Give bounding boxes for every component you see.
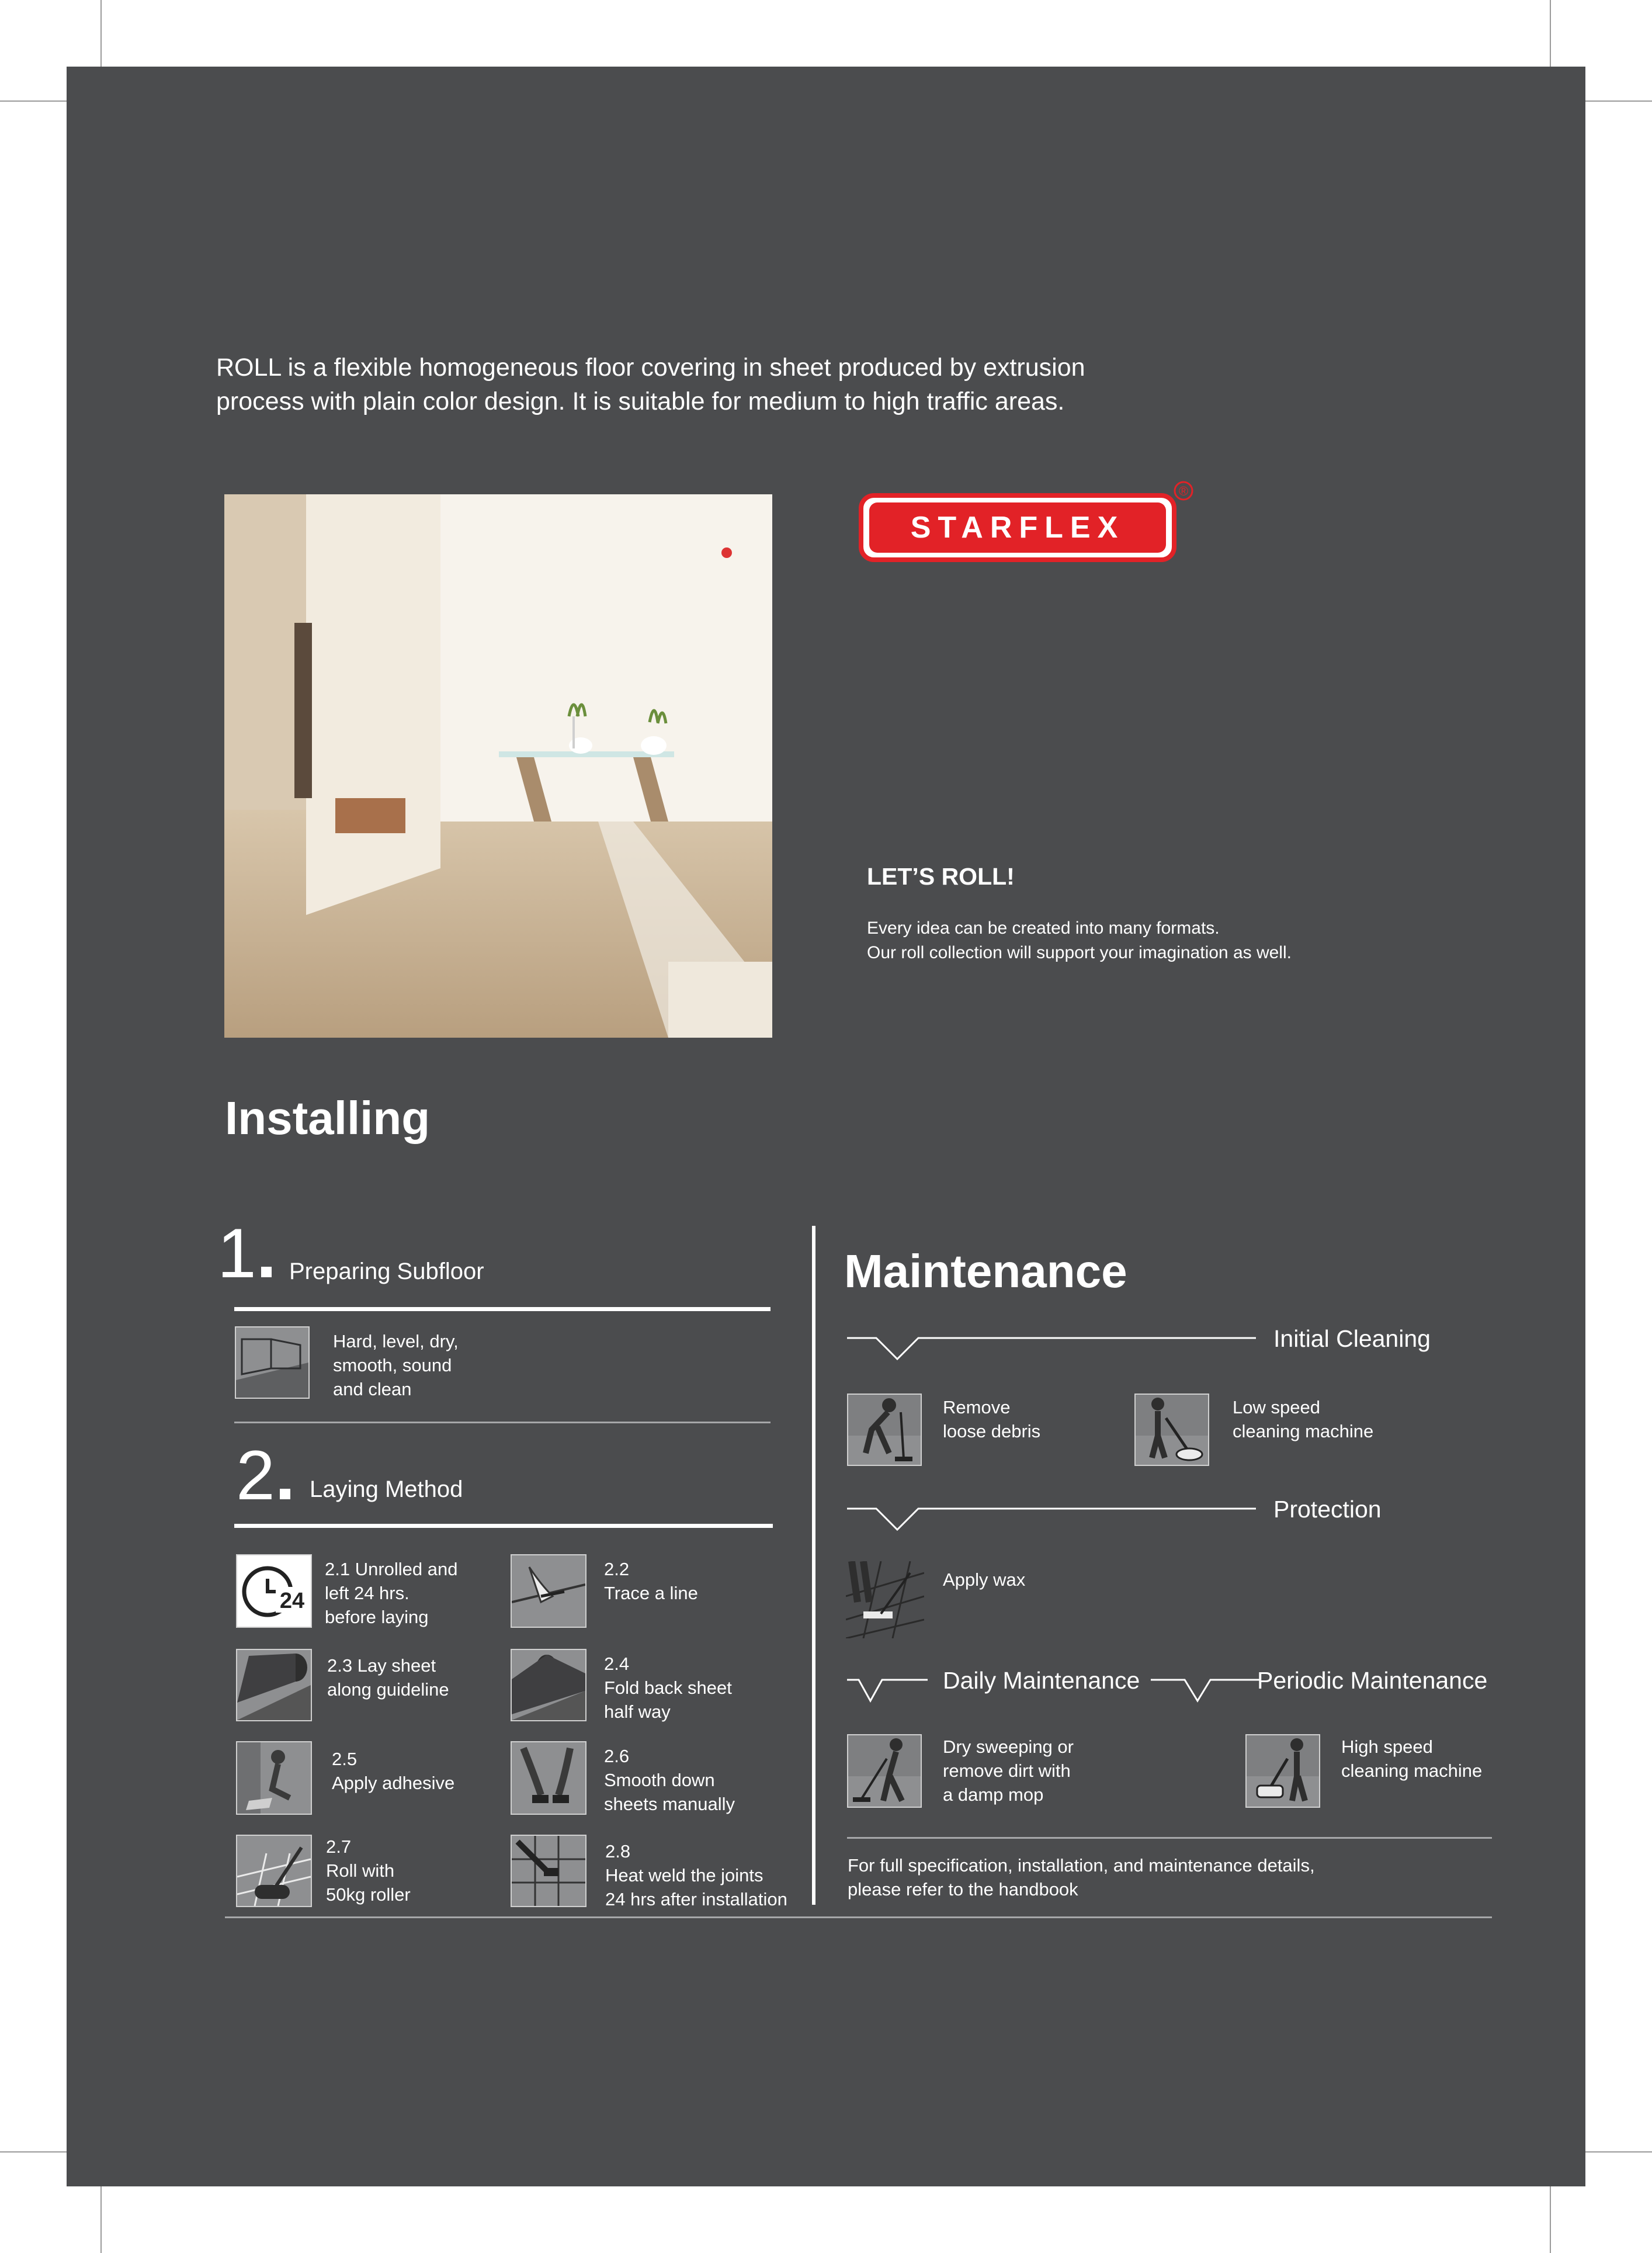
step1-title: Preparing Subfloor <box>289 1259 484 1284</box>
footnote: For full specification, installation, and maintenance details, please refer to the handbook <box>848 1855 1315 1900</box>
smooth-down-icon <box>511 1741 586 1815</box>
crop-mark <box>0 2151 67 2153</box>
adhesive-icon <box>236 1741 312 1815</box>
starflex-logo <box>859 479 1198 567</box>
sweeping-person-icon <box>847 1394 922 1466</box>
subfloor-corner-icon <box>235 1326 310 1399</box>
crop-mark <box>1585 100 1652 102</box>
maintenance-heading: Maintenance <box>844 1245 1127 1297</box>
step2-rule <box>234 1524 773 1528</box>
protection-title: Protection <box>1273 1496 1382 1523</box>
intro-paragraph: ROLL is a flexible homogeneous floor covering in sheet produced by extrusion process with plain color design. It is suitable for medium to high traffic areas. <box>216 353 1085 415</box>
step2-1-text: 2.1 Unrolled and left 24 hrs. before laying <box>325 1559 458 1627</box>
crop-mark <box>1550 0 1551 67</box>
logo-text: STARFLEX <box>910 511 1125 545</box>
high-speed-machine-icon <box>1245 1734 1320 1808</box>
lay-sheet-icon <box>236 1649 312 1721</box>
step2-8-text: 2.8 Heat weld the joints 24 hrs after installation <box>605 1841 787 1909</box>
step2-7-text: 2.7 Roll with 50kg roller <box>326 1836 411 1905</box>
roller-icon <box>236 1835 312 1907</box>
step1-number: 1 <box>217 1214 256 1292</box>
crop-mark <box>100 2186 102 2253</box>
mopping-person-icon <box>847 1734 922 1808</box>
crop-mark <box>100 0 102 67</box>
step1-dot <box>261 1267 272 1277</box>
fold-sheet-icon <box>511 1649 586 1721</box>
step2-6-text: 2.6 Smooth down sheets manually <box>604 1746 735 1814</box>
svg-text:®: ® <box>1178 484 1189 498</box>
interior-photo <box>224 494 772 1038</box>
lets-roll-title: LET’S ROLL! <box>867 863 1015 890</box>
step1-header <box>217 1214 272 1292</box>
daily-text: Dry sweeping or remove dirt with a damp mop <box>943 1736 1074 1805</box>
step2-header <box>236 1436 290 1514</box>
step1-text: Hard, level, dry, smooth, sound and clean <box>333 1331 459 1399</box>
step1-bottom-rule <box>234 1422 771 1423</box>
step2-dot <box>280 1489 290 1499</box>
step2-2-text: 2.2 Trace a line <box>604 1559 698 1603</box>
protection-pointer <box>847 1497 1256 1532</box>
step2-title: Laying Method <box>310 1476 463 1502</box>
daily-maintenance-title: Daily Maintenance <box>943 1667 1140 1694</box>
step2-number: 2 <box>236 1436 275 1514</box>
crop-mark <box>1550 2186 1551 2253</box>
crop-mark <box>0 100 67 102</box>
heat-weld-icon <box>511 1835 586 1907</box>
step2-5-text: 2.5 Apply adhesive <box>332 1749 455 1793</box>
step2-3-text: 2.3 Lay sheet along guideline <box>327 1655 449 1700</box>
wax-applicator-icon <box>846 1561 924 1638</box>
periodic-maintenance-title: Periodic Maintenance <box>1257 1667 1488 1694</box>
installing-heading: Installing <box>225 1092 431 1144</box>
initial-cleaning-title: Initial Cleaning <box>1273 1325 1431 1352</box>
periodic-pointer <box>1151 1668 1262 1703</box>
low-speed-text: Low speed cleaning machine <box>1233 1397 1374 1441</box>
clock-24-icon <box>236 1554 312 1628</box>
lets-roll-text: Every idea can be created into many formats. Our roll collection will support your imagination as well. <box>867 918 1292 962</box>
trace-line-icon <box>511 1554 586 1628</box>
step1-rule <box>234 1307 771 1311</box>
footnote-bottom-rule <box>225 1916 1492 1918</box>
periodic-text: High speed cleaning machine <box>1341 1736 1483 1781</box>
crop-mark <box>1585 2151 1652 2153</box>
daily-pointer <box>847 1668 929 1703</box>
footnote-top-rule <box>847 1837 1492 1839</box>
step2-4-text: 2.4 Fold back sheet half way <box>604 1654 732 1722</box>
initial-cleaning-pointer <box>847 1326 1256 1361</box>
svg-text:24: 24 <box>279 1589 305 1613</box>
remove-debris-text: Remove loose debris <box>943 1397 1041 1441</box>
apply-wax-text: Apply wax <box>943 1569 1026 1590</box>
column-divider <box>812 1226 815 1905</box>
floor-machine-icon <box>1134 1394 1209 1466</box>
